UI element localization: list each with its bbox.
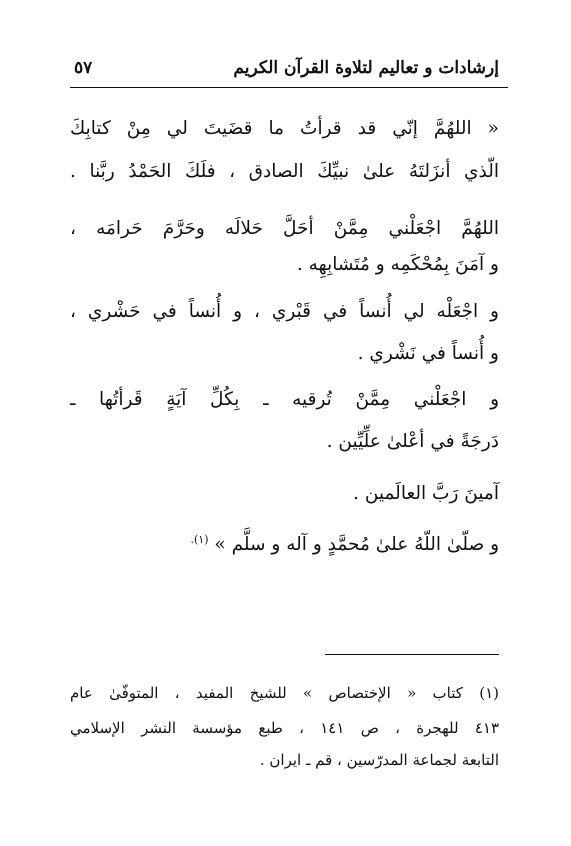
page-number: ٥٧ <box>74 58 93 78</box>
header-divider <box>70 87 508 88</box>
footnote-line: ٤١٣ للهجرة ، ص ١٤١ ، طبع مؤسسة النشر الإسلامي <box>70 719 499 737</box>
supplication-line: و اجْعَلْه لي أُنساً في قَبْري ، و أُنساً في حَشْري ، <box>70 301 499 322</box>
supplication-line: و اجْعَلْني مِمَّنْ تُرقيه ـ بِكُلِّ آيَةٍ قَرأتُها ـ <box>70 389 499 410</box>
footnote-divider <box>325 654 499 655</box>
footnote-reference: (١). <box>190 532 209 546</box>
footnote-line: (١) كتاب « الإختصاص » للشيخ المفيد ، المتوفّىٰ عام <box>70 684 499 702</box>
supplication-line <box>191 533 500 557</box>
supplication-line: « اللهُمَّ إنّي قد قرأتُ ما قضَيتَ لي مِنْ كتابِكَ <box>70 118 499 139</box>
footnote-line: التابعة لجماعة المدرّسين ، قم ـ ايران . <box>259 751 499 769</box>
supplication-line: دَرجَةً في أعْلىٰ علِّيِّين . <box>326 431 499 452</box>
closing-line-text: و صلّىٰ اللّهُ علىٰ مُحمَّدٍ و آله و سلَّم » <box>214 534 499 555</box>
supplication-line: و آمَنَ بِمُحْكَمِه و مُتَشابِهِه . <box>296 254 499 275</box>
supplication-line: الّذي أنزَلتَهُ علىٰ نبيِّكَ الصادق ، فلَكَ الحَمْدُ ربَّنا . <box>70 161 499 182</box>
running-title: إرشادات و تعاليم لتلاوة القرآن الكريم <box>233 58 499 78</box>
supplication-line: و أُنساً في نَشْري . <box>357 343 499 364</box>
supplication-line: اللهُمَّ اجْعَلْني مِمَّنْ أحَلَّ حَلالَه وحَرَّمَ حَرامَه ، <box>70 218 499 239</box>
supplication-line: آمينَ رَبَّ العالَمين . <box>353 483 499 504</box>
